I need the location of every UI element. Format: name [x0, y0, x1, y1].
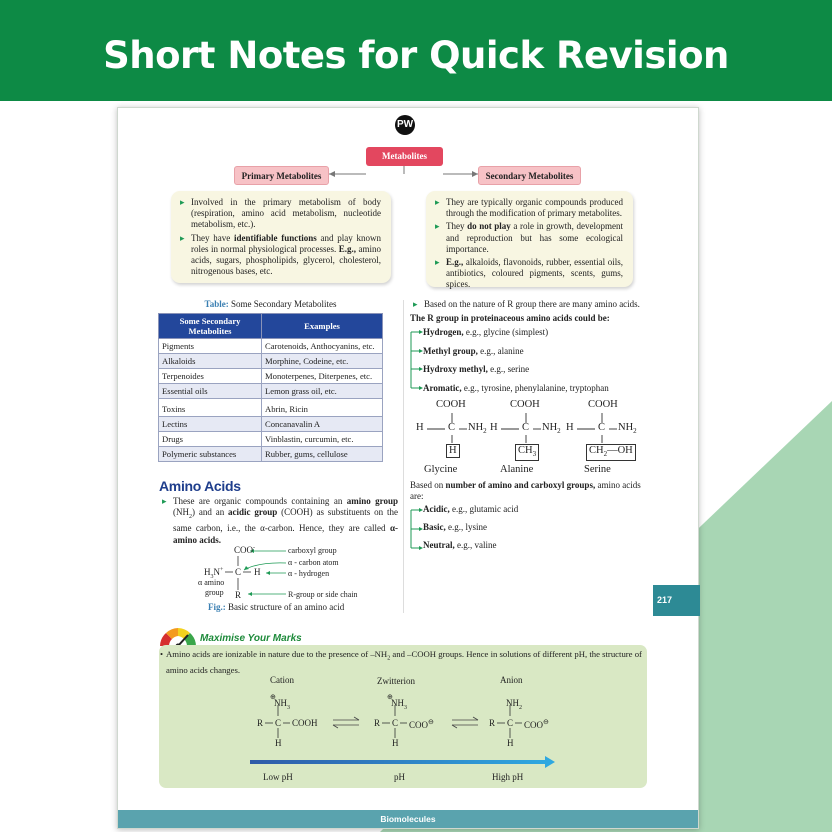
alpha-hydrogen-symbol: H	[254, 567, 261, 577]
table-row: Polymeric substances Rubber, gums, cellulose	[159, 447, 383, 462]
cation-h: H	[275, 738, 282, 748]
amino-acids-heading: Amino Acids	[159, 478, 241, 494]
cation-charge: ⊕	[270, 693, 276, 701]
primary-metabolites-box	[171, 191, 391, 283]
secondary-metabolites-table	[158, 313, 383, 462]
glycine-name: Glycine	[424, 464, 458, 475]
alanine-h-left: H	[490, 422, 498, 433]
r-group-heading: The R group in proteinaceous amino acids could be:	[410, 313, 610, 323]
zwitterion-r: R	[374, 718, 381, 728]
anion-carboxyl: COO⊖	[524, 718, 549, 730]
serine-h-left: H	[566, 422, 574, 433]
amino-group-type-item: Acidic, e.g., glutamic acid	[423, 504, 519, 514]
table-row: Drugs Vinblastin, curcumin, etc.	[159, 432, 383, 447]
cation-amino: $NH_3$	[274, 698, 290, 711]
alanine-name: Alanine	[500, 464, 534, 475]
serine-r-group: $CH_2—OH$	[586, 444, 636, 461]
secondary-metabolites-box	[426, 191, 633, 290]
anion-label: Anion	[500, 675, 523, 685]
maximise-title: Maximise Your Marks	[200, 633, 302, 644]
low-ph-label: Low pH	[263, 772, 293, 782]
anion-r: R	[489, 718, 496, 728]
alanine-c: C	[522, 422, 530, 433]
amino-groups-intro: Based on number of amino and carboxyl groups, amino acids are:	[410, 480, 641, 501]
zwitterion-charge: ⊕	[387, 693, 393, 701]
secondary-bullet-2: ▸ They do not play a role in growth, development and reproduction but has some ecological importance.	[446, 221, 623, 255]
alpha-amino-label: α amino	[198, 578, 225, 587]
glycine-c: C	[448, 422, 456, 433]
zwitterion-carboxyl: COO⊖	[409, 718, 434, 730]
maximise-text: • Amino acids are ionizable in nature due to the presence of $-NH_2$ and –COOH groups. Hence in solutions of different pH, the structure of amino acids changes.	[166, 649, 646, 676]
zwitterion-label: Zwitterion	[377, 676, 415, 686]
alanine-cooh: COOH	[510, 399, 540, 410]
zwitterion-amino: $NH_3$	[391, 698, 407, 711]
alpha-amino-group-label: group	[205, 588, 224, 597]
r-group-item: Hydrogen, e.g., glycine (simplest)	[423, 327, 549, 337]
table-row: Lectins Concanavalin A	[159, 417, 383, 432]
figure-caption: Fig.: Basic structure of an amino acid	[208, 602, 345, 612]
anion-h: H	[507, 738, 514, 748]
r-group-annotation: R-group or side chain	[288, 590, 358, 599]
anion-amino: $NH_2$	[506, 698, 522, 711]
primary-bullet-2: ▸ They have identifiable functions and play known roles in normal physiological processes. E.g., amino acids, sugars, phospholipids, glycerol, cholesterol, nitrogenous bases, etc.	[191, 233, 381, 278]
cation-carboxyl: COOH	[292, 718, 318, 728]
alanine-nh2: $NH_2$	[542, 422, 561, 436]
metabolites-root-label: Metabolites	[366, 147, 443, 166]
high-ph-label: High pH	[492, 772, 524, 782]
secondary-metabolites-label: Secondary Metabolites	[478, 166, 581, 185]
cation-r: R	[257, 718, 264, 728]
ph-label: pH	[394, 772, 405, 782]
cation-c: C	[275, 718, 282, 728]
r-group-bracket	[409, 330, 425, 390]
table-row: Terpenoides Monoterpenes, Diterpenes, etc.	[159, 369, 383, 384]
r-group-item: Methyl group, e.g., alanine	[423, 346, 524, 356]
table-header: Some Secondary Metabolites	[159, 314, 262, 339]
amino-acids-definition: ▸ These are organic compounds containing an amino group $(NH_2)$ and an acidic group (COOH) as substituents on the same carbon, i.e., the α-carbon. Hence, they are called α-amino acids.	[173, 496, 398, 546]
r-group-intro: ▸ Based on the nature of R group there are many amino acids.	[424, 299, 664, 310]
serine-nh2: $NH_2$	[618, 422, 637, 436]
footer-chapter: Biomolecules	[118, 810, 698, 828]
glycine-h-left: H	[416, 422, 424, 433]
carboxyl-group-annotation: carboxyl group	[288, 546, 337, 555]
table-row: Alkaloids Morphine, Codeine, etc.	[159, 354, 383, 369]
glycine-nh2: $NH_2$	[468, 422, 487, 436]
cation-label: Cation	[270, 675, 294, 685]
serine-c: C	[598, 422, 606, 433]
amino-group-type-item: Neutral, e.g., valine	[423, 540, 497, 550]
ph-gradient-arrow	[250, 754, 560, 770]
serine-cooh: COOH	[588, 399, 618, 410]
alanine-r-group: $CH_3$	[515, 444, 539, 461]
zwitterion-c: C	[392, 718, 399, 728]
alpha-hydrogen-annotation: α - hydrogen	[288, 569, 330, 578]
banner-title: Short Notes for Quick Revision	[103, 34, 729, 77]
top-banner	[0, 0, 832, 101]
r-group-item: Aromatic, e.g., tyrosine, phenylalanine, tryptophan	[423, 383, 609, 393]
glycine-cooh: COOH	[436, 399, 466, 410]
secondary-bullet-1: ▸ They are typically organic compounds produced through the modification of primary metabolites.	[446, 197, 623, 219]
r-group-symbol: R	[235, 590, 242, 600]
alpha-carbon-symbol: C	[235, 567, 242, 577]
alpha-carbon-annotation: α - carbon atom	[288, 558, 339, 567]
pw-logo: PW	[395, 115, 415, 135]
table-header: Examples	[262, 314, 383, 339]
primary-bullet-1: ▸ Involved in the primary metabolism of body (respiration, amino acid metabolism, nucleotide metabolism, etc.).	[191, 197, 381, 231]
table-row: Toxins Abrin, Ricin	[159, 399, 383, 417]
notes-page	[117, 107, 699, 829]
glycine-r-group: H	[446, 444, 460, 458]
anion-c: C	[507, 718, 514, 728]
carboxylate-label: COO-	[234, 545, 256, 555]
amino-group-type-item: Basic, e.g., lysine	[423, 522, 488, 532]
table-row: Pigments Carotenoids, Anthocyanins, etc.	[159, 339, 383, 354]
zwitterion-h: H	[392, 738, 399, 748]
table-caption: Table: Some Secondary Metabolites	[204, 299, 337, 309]
secondary-bullet-3: ▸ E.g., alkaloids, flavonoids, rubber, essential oils, antibiotics, coloured pigments, scents, gums, spices.	[446, 257, 623, 291]
r-group-item: Hydroxy methyl, e.g., serine	[423, 364, 530, 374]
table-row: Essential oils Lemon grass oil, etc.	[159, 384, 383, 399]
ammonium-label: $H_3N^+$	[204, 567, 224, 580]
serine-name: Serine	[584, 464, 611, 475]
column-divider	[403, 300, 404, 613]
page-number: 217	[653, 585, 700, 616]
primary-metabolites-label: Primary Metabolites	[234, 166, 329, 185]
